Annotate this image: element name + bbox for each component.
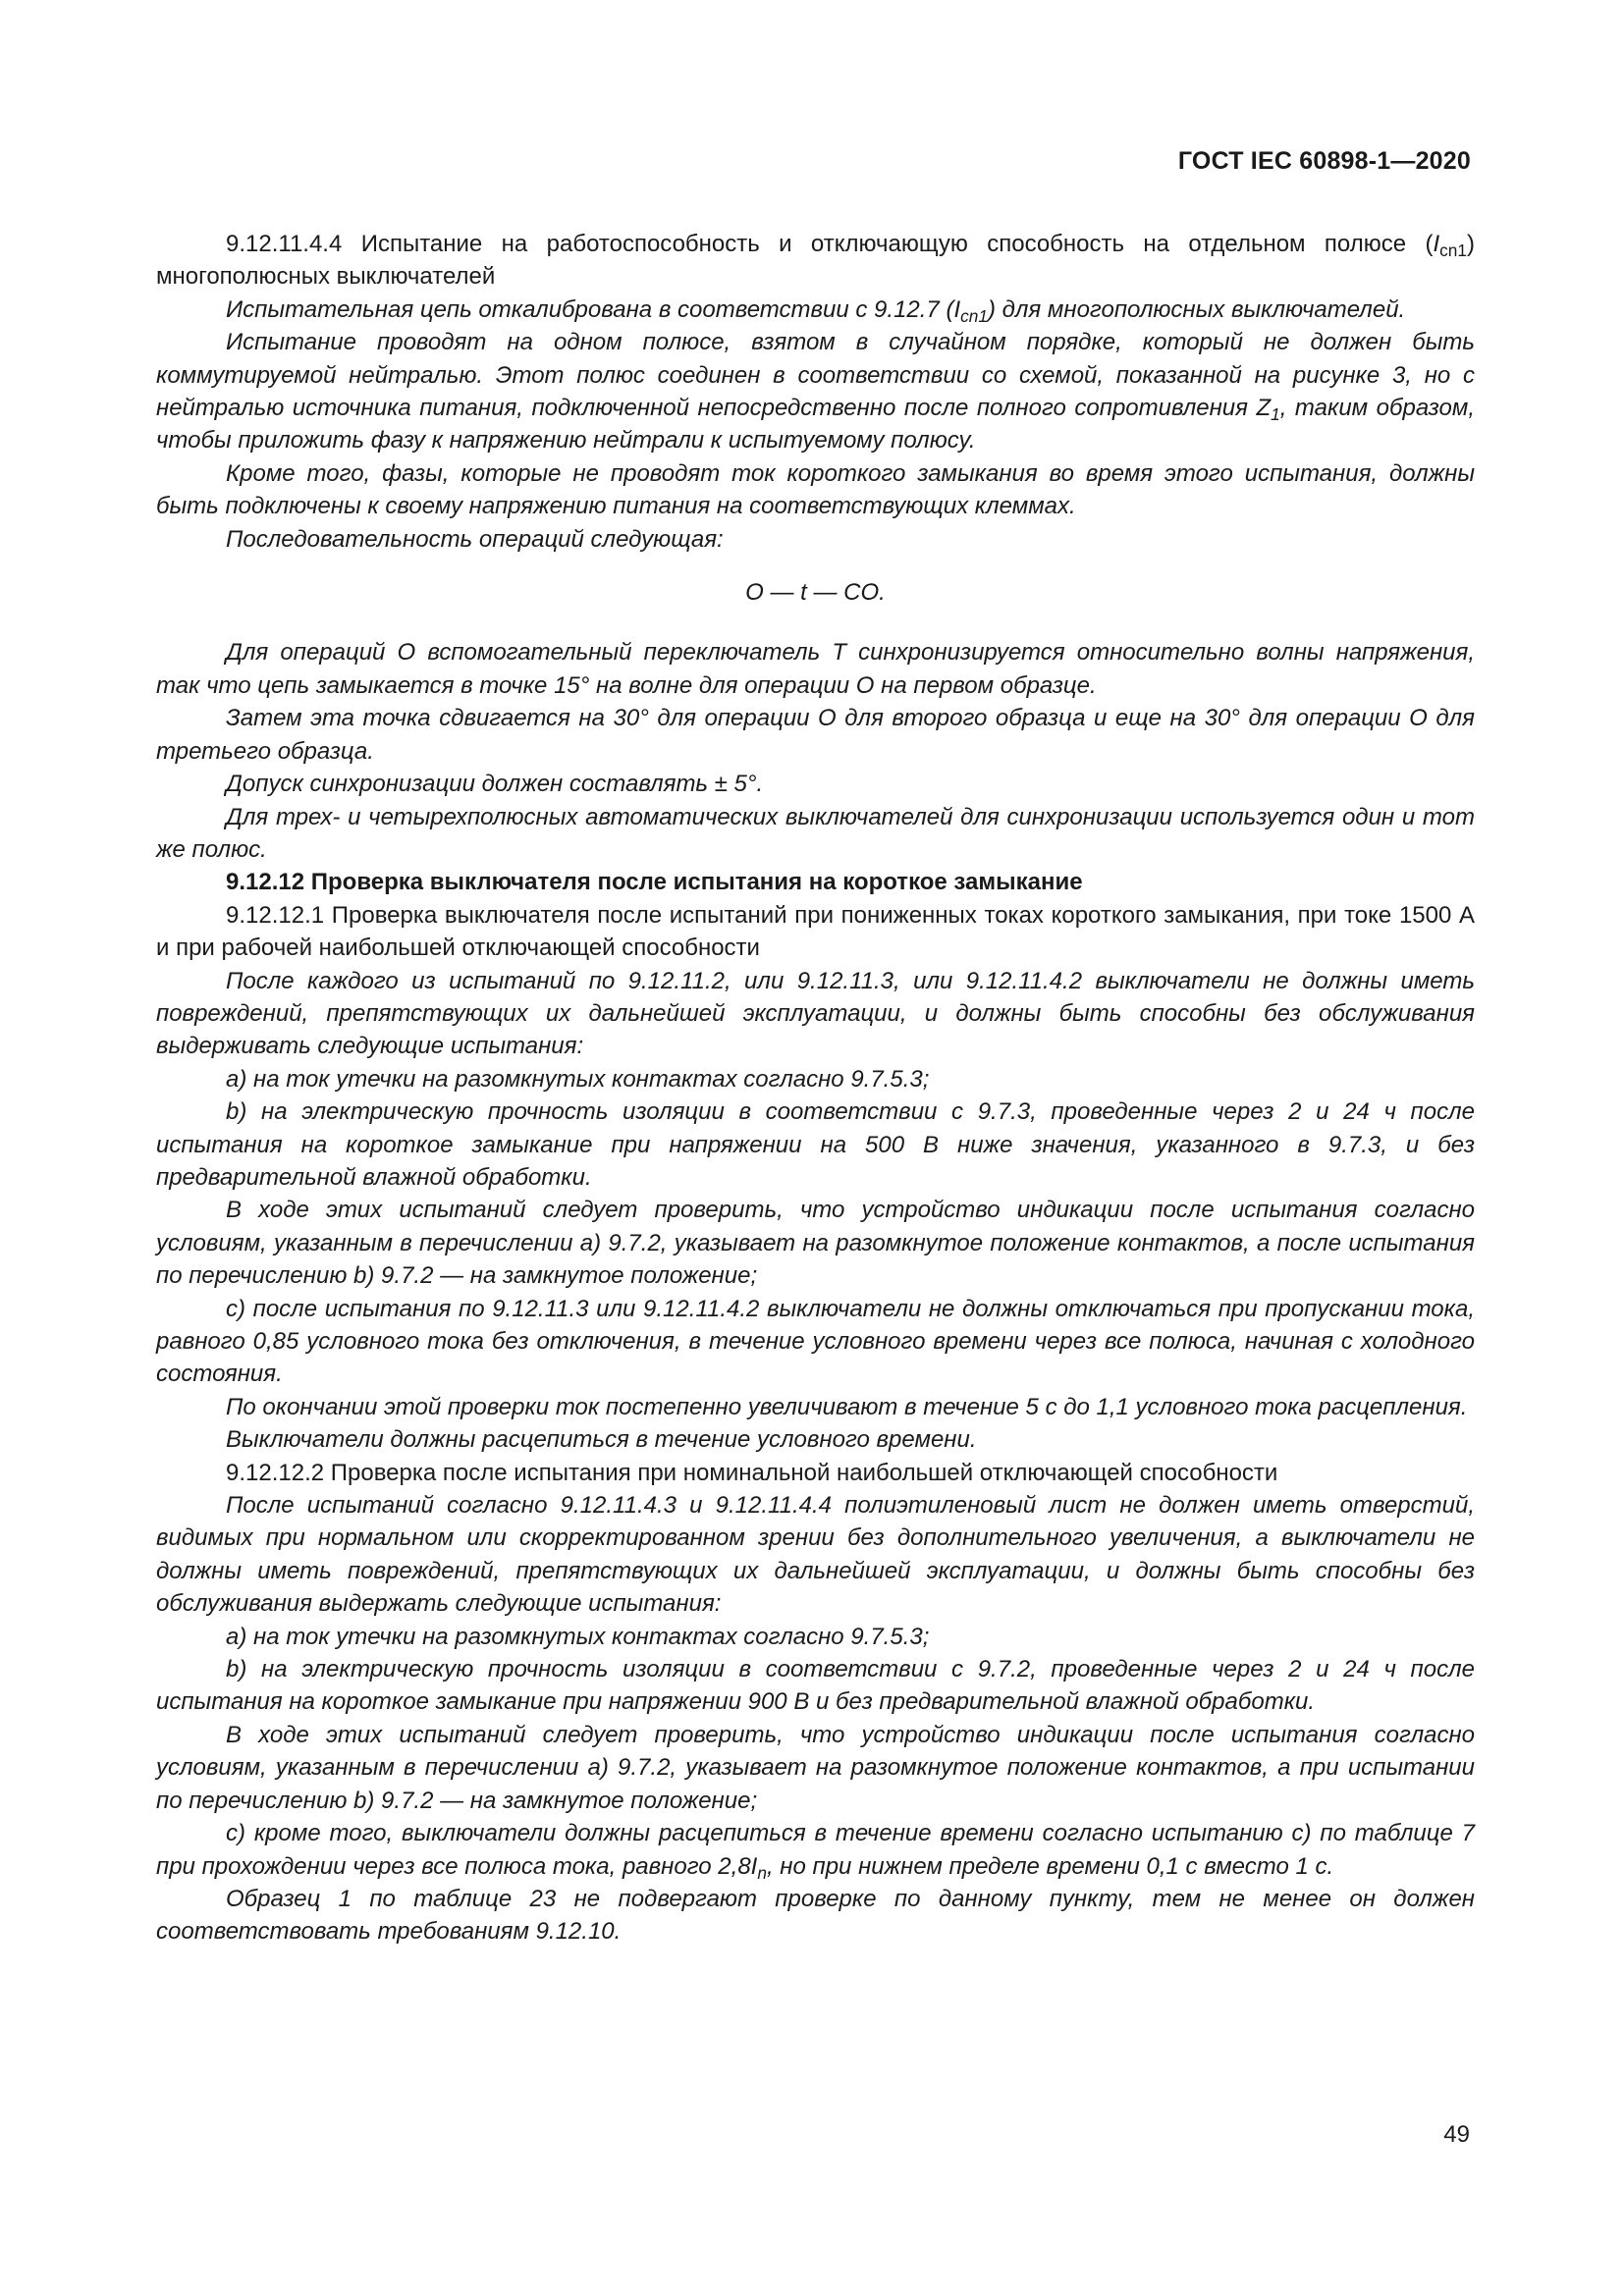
document-body — [156, 228, 1475, 1949]
paragraph-polyethylene-sheet: После испытаний согласно 9.12.11.4.3 и 9.12.11.4.4 полиэтиленовый лист не должен иметь отверстий, видимых при нормальном или скорректированном зрении без дополнительного увеличения, а выключатели не должны иметь повреждений, препятствующих их дальнейшей эксплуатации, и должны быть способны без обслуживания выдержать следующие испытания: — [156, 1492, 1475, 1618]
list-item-a-leakage: a) на ток утечки на разомкнутых контактах согласно 9.7.5.3; — [226, 1065, 930, 1093]
section-heading-9-12-12: 9.12.12 Проверка выключателя после испытания на короткое замыкание — [226, 869, 1083, 896]
clause-9-12-12-2-heading: 9.12.12.2 Проверка после испытания при номинальной наибольшей отключающей способности — [226, 1459, 1278, 1486]
list-item-c-no-trip: c) после испытания по 9.12.11.3 или 9.12.11.4.2 выключатели не должны отключаться при пропускании тока, равного 0,85 условного тока без отключения, в течение условного времени через все полюса, начиная с холодного состояния. — [156, 1295, 1475, 1388]
page-number: 49 — [1443, 2121, 1470, 2148]
list-item-b-dielectric-2: b) на электрическую прочность изоляции в соответствии с 9.7.2, проведенные через 2 и 24 ч после испытания на короткое замыкание при напряжении 900 В и без предварительной влажной обработки. — [156, 1656, 1475, 1716]
paragraph-indication-check-2: В ходе этих испытаний следует проверить, что устройство индикации после испытания согласно условиям, указанным в перечислении a) 9.7.2, указывает на разомкнутое положение контактов, а при испытании по перечислению b) 9.7.2 — на замкнутое положение; — [156, 1721, 1475, 1814]
list-item-a-leakage-2: a) на ток утечки на разомкнутых контактах согласно 9.7.5.3; — [226, 1623, 930, 1650]
paragraph-current-increase: По окончании этой проверки ток постепенно увеличивают в течение 5 с до 1,1 условного тока расцепления. — [226, 1393, 1468, 1420]
paragraph-sequence-intro: Последовательность операций следующая: — [226, 525, 724, 553]
paragraph-sample-1: Образец 1 по таблице 23 не подвергают проверке по данному пункту, тем не менее он должен соответствовать требованиям 9.12.10. — [156, 1885, 1475, 1946]
paragraph-single-pole-test: Испытание проводят на одном полюсе, взятом в случайном порядке, который не должен быть коммутируемой нейтралью. Этот полюс соединен в соответствии со схемой, показанной на рисунке 3, но с нейтралью источника питания, подключенной непосредственно после полного сопротивления $Z_1$, таким образом, чтобы приложить фазу к напряжению нейтрали к испытуемому полюсу. — [156, 329, 1476, 454]
paragraph-sync-pole: Для трех- и четырехполюсных автоматических выключателей для синхронизации используется один и тот же полюс. — [156, 803, 1475, 863]
paragraph-sync-first: Для операций O вспомогательный переключатель T синхронизируется относительно волны напряжения, так что цепь замыкается в точке 15° на волне для операции O на первом образце. — [156, 639, 1475, 699]
clause-9-12-11-4-4-heading: 9.12.11.4.4 Испытание на работоспособность и отключающую способность на отдельном полюсе $(I_{cn1})$ многополюсных выключателей — [156, 231, 1475, 291]
paragraph-trip-time: Выключатели должны расцепиться в течение условного времени. — [226, 1426, 977, 1454]
list-item-b-dielectric: b) на электрическую прочность изоляции в соответствии с 9.7.3, проведенные через 2 и 24 ч после испытания на короткое замыкание при напряжении на 500 В ниже значения, указанного в 9.7.3, и без предварительной влажной обработки. — [156, 1098, 1475, 1191]
standard-id-header: ГОСТ IEC 60898-1—2020 — [1177, 147, 1471, 175]
operation-sequence-formula: O — t — CO. — [745, 579, 886, 607]
clause-9-12-12-1-heading: 9.12.12.1 Проверка выключателя после испытаний при пониженных токах короткого замыкания, при токе 1500 А и при рабочей наибольшей отключающей способности — [156, 901, 1475, 962]
paragraph-sync-tolerance: Допуск синхронизации должен составлять ± 5°. — [226, 771, 764, 798]
paragraph-after-tests: После каждого из испытаний по 9.12.11.2, или 9.12.11.3, или 9.12.11.4.2 выключатели не должны иметь повреждений, препятствующих их дальнейшей эксплуатации, и должны быть способны без обслуживания выдерживать следующие испытания: — [156, 967, 1475, 1060]
paragraph-phases: Кроме того, фазы, которые не проводят ток короткого замыкания во время этого испытания, должны быть подключены к своему напряжению питания на соответствующих клеммах. — [156, 459, 1475, 520]
list-item-c-trip-2-8in: c) кроме того, выключатели должны расцепиться в течение времени согласно испытанию c) по таблице 7 при прохождении через все полюса тока, равного $2,8I_n$, но при нижнем пределе времени 0,1 с вместо 1 с. — [156, 1820, 1475, 1883]
paragraph-calibration: Испытательная цепь откалибрована в соответствии с 9.12.7 $(I_{cn1})$ для многополюсных выключателей. — [226, 295, 1406, 326]
paragraph-indication-check: В ходе этих испытаний следует проверить, что устройство индикации после испытания согласно условиям, указанным в перечислении a) 9.7.2, указывает на разомкнутое положение контактов, а после испытания по перечислению b) 9.7.2 — на замкнутое положение; — [156, 1197, 1475, 1290]
paragraph-sync-shift: Затем эта точка сдвигается на 30° для операции O для второго образца и еще на 30° для операции O для третьего образца. — [156, 705, 1475, 765]
